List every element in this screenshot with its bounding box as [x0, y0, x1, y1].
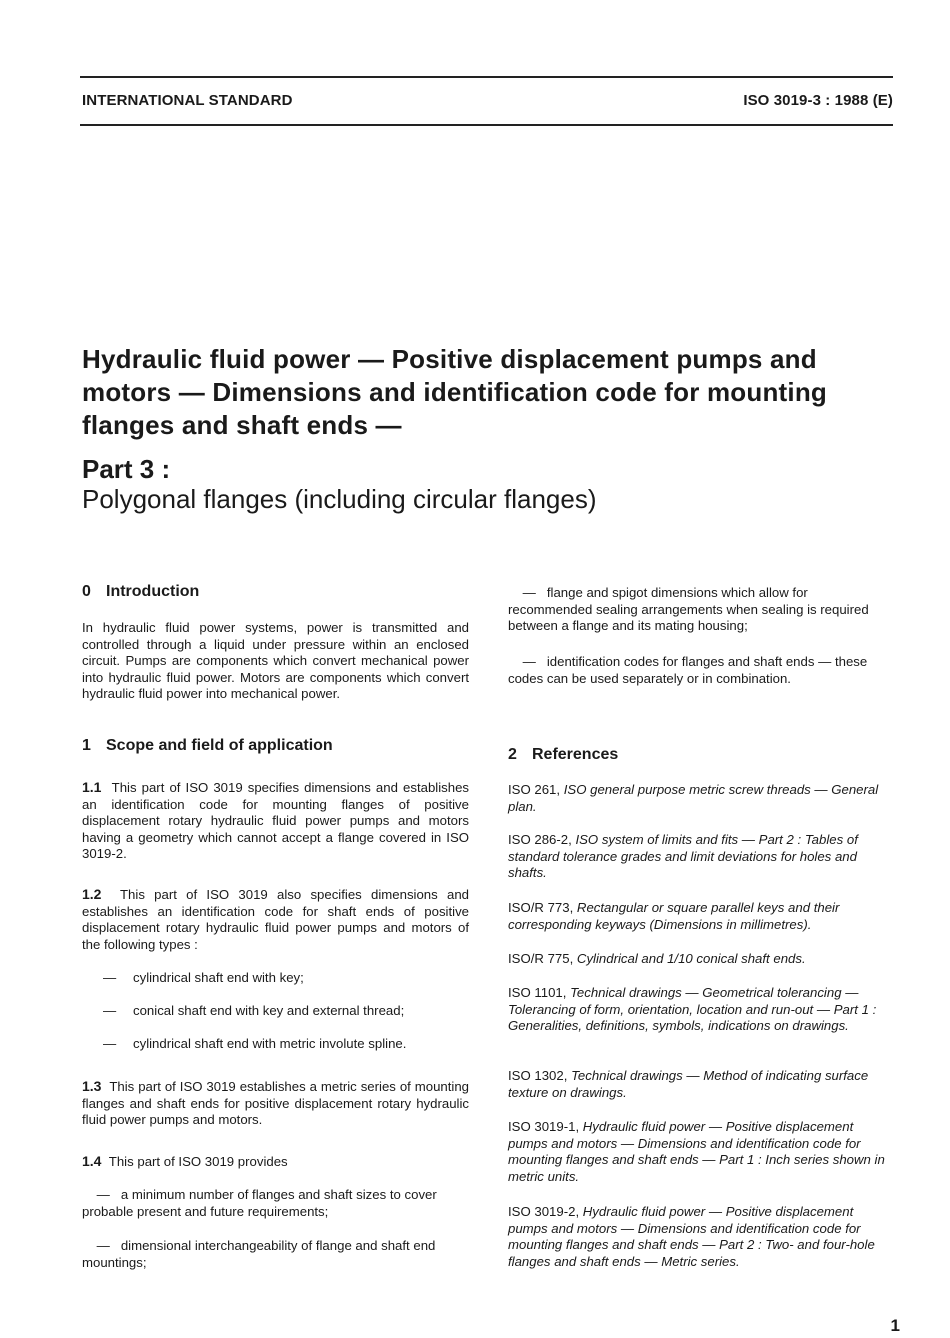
section-number: 2: [508, 746, 517, 763]
reference-item: ISO 1101, Technical drawings — Geometrical tolerancing — Tolerancing of form, orientation, location and run-out — Part 1 : Generalities, definitions, symbols, indications on drawings.: [508, 985, 877, 1034]
part-label: Part 3 :: [82, 454, 171, 484]
clause-number: 1.4: [82, 1153, 102, 1169]
clause-number: 1.1: [82, 779, 102, 795]
section-1-heading: [82, 737, 333, 755]
reference-item: ISO/R 775, Cylindrical and 1/10 conical shaft ends.: [508, 951, 806, 966]
section-number: 0: [82, 583, 91, 600]
section-number: 1: [82, 737, 91, 754]
list-item: — flange and spigot dimensions which allow for recommended sealing arrangements when sealing is required between a flange and its mating housing;: [508, 585, 869, 634]
list-item: — dimensional interchangeability of flange and shaft end mountings;: [82, 1238, 436, 1270]
document-type: INTERNATIONAL STANDARD: [82, 92, 293, 109]
section-title: References: [532, 746, 619, 763]
reference-item: ISO 1302, Technical drawings — Method of indicating surface texture on drawings.: [508, 1068, 869, 1100]
clause-number: 1.2: [82, 886, 102, 902]
section-title: Scope and field of application: [106, 737, 333, 754]
reference-item: ISO 261, ISO general purpose metric screw threads — General plan.: [508, 782, 879, 814]
list-item: — a minimum number of flanges and shaft sizes to cover probable present and future requirements;: [82, 1187, 437, 1219]
list-item: — cylindrical shaft end with key;: [103, 970, 304, 985]
clause-number: 1.3: [82, 1078, 102, 1094]
clause-1-1: [82, 779, 469, 863]
list-item: — conical shaft end with key and external thread;: [103, 1003, 405, 1018]
clause-text: This part of ISO 3019 provides: [108, 1154, 288, 1169]
clause-text: This part of ISO 3019 also specifies dimensions and establishes an identification code for shaft ends of positive displacement rotary hydraulic fluid power pumps and motors of the following types :: [82, 887, 469, 952]
header-rule-top: [80, 76, 893, 78]
clause-text: This part of ISO 3019 specifies dimensions and establishes an identification code for mounting flanges of positive displacement rotary hydraulic fluid power pumps and motors having a geometry which cannot accept a flange covered in ISO 3019-2.: [82, 780, 469, 862]
reference-item: ISO 286-2, ISO system of limits and fits — Part 2 : Tables of standard tolerance grades and limit deviations for holes and shafts.: [508, 832, 858, 881]
list-item: — identification codes for flanges and shaft ends — these codes can be used separately or in combination.: [508, 654, 868, 686]
section-0-heading: [82, 583, 199, 601]
clause-1-4: [82, 1153, 469, 1171]
document-title: Hydraulic fluid power — Positive displacement pumps and motors — Dimensions and identification code for mounting flanges and shaft ends —: [82, 344, 828, 440]
reference-item: ISO/R 773, Rectangular or square parallel keys and their corresponding keyways (Dimensions in millimetres).: [508, 900, 840, 932]
section-2-heading: [508, 746, 618, 764]
standard-number: ISO 3019-3 : 1988 (E): [743, 92, 893, 109]
reference-item: ISO 3019-1, Hydraulic fluid power — Positive displacement pumps and motors — Dimensions and identification code for mounting flanges and shaft ends — Part 1 : Inch series shown in metric units.: [508, 1119, 885, 1184]
part-subtitle: Polygonal flanges (including circular flanges): [82, 484, 597, 514]
section-title: Introduction: [106, 583, 200, 600]
header-rule-bottom: [80, 124, 893, 126]
intro-paragraph: In hydraulic fluid power systems, power is transmitted and controlled through a liquid under pressure within an enclosed circuit. Pumps are components which convert mechanical power into hydraulic fluid power. Motors are components which convert hydraulic fluid power into mechanical power.: [82, 620, 469, 702]
clause-1-2: [82, 886, 469, 953]
clause-text: This part of ISO 3019 establishes a metric series of mounting flanges and shaft ends for positive displacement rotary hydraulic fluid power pumps and motors.: [82, 1079, 470, 1128]
reference-item: ISO 3019-2, Hydraulic fluid power — Positive displacement pumps and motors — Dimensions and identification code for mounting flanges and shaft ends — Part 2 : Two- and four-hole flanges and shaft ends — Metric series.: [508, 1204, 875, 1269]
clause-1-3: [82, 1078, 469, 1129]
page-number: 1: [890, 1316, 900, 1335]
list-item: — cylindrical shaft end with metric involute spline.: [103, 1036, 407, 1051]
